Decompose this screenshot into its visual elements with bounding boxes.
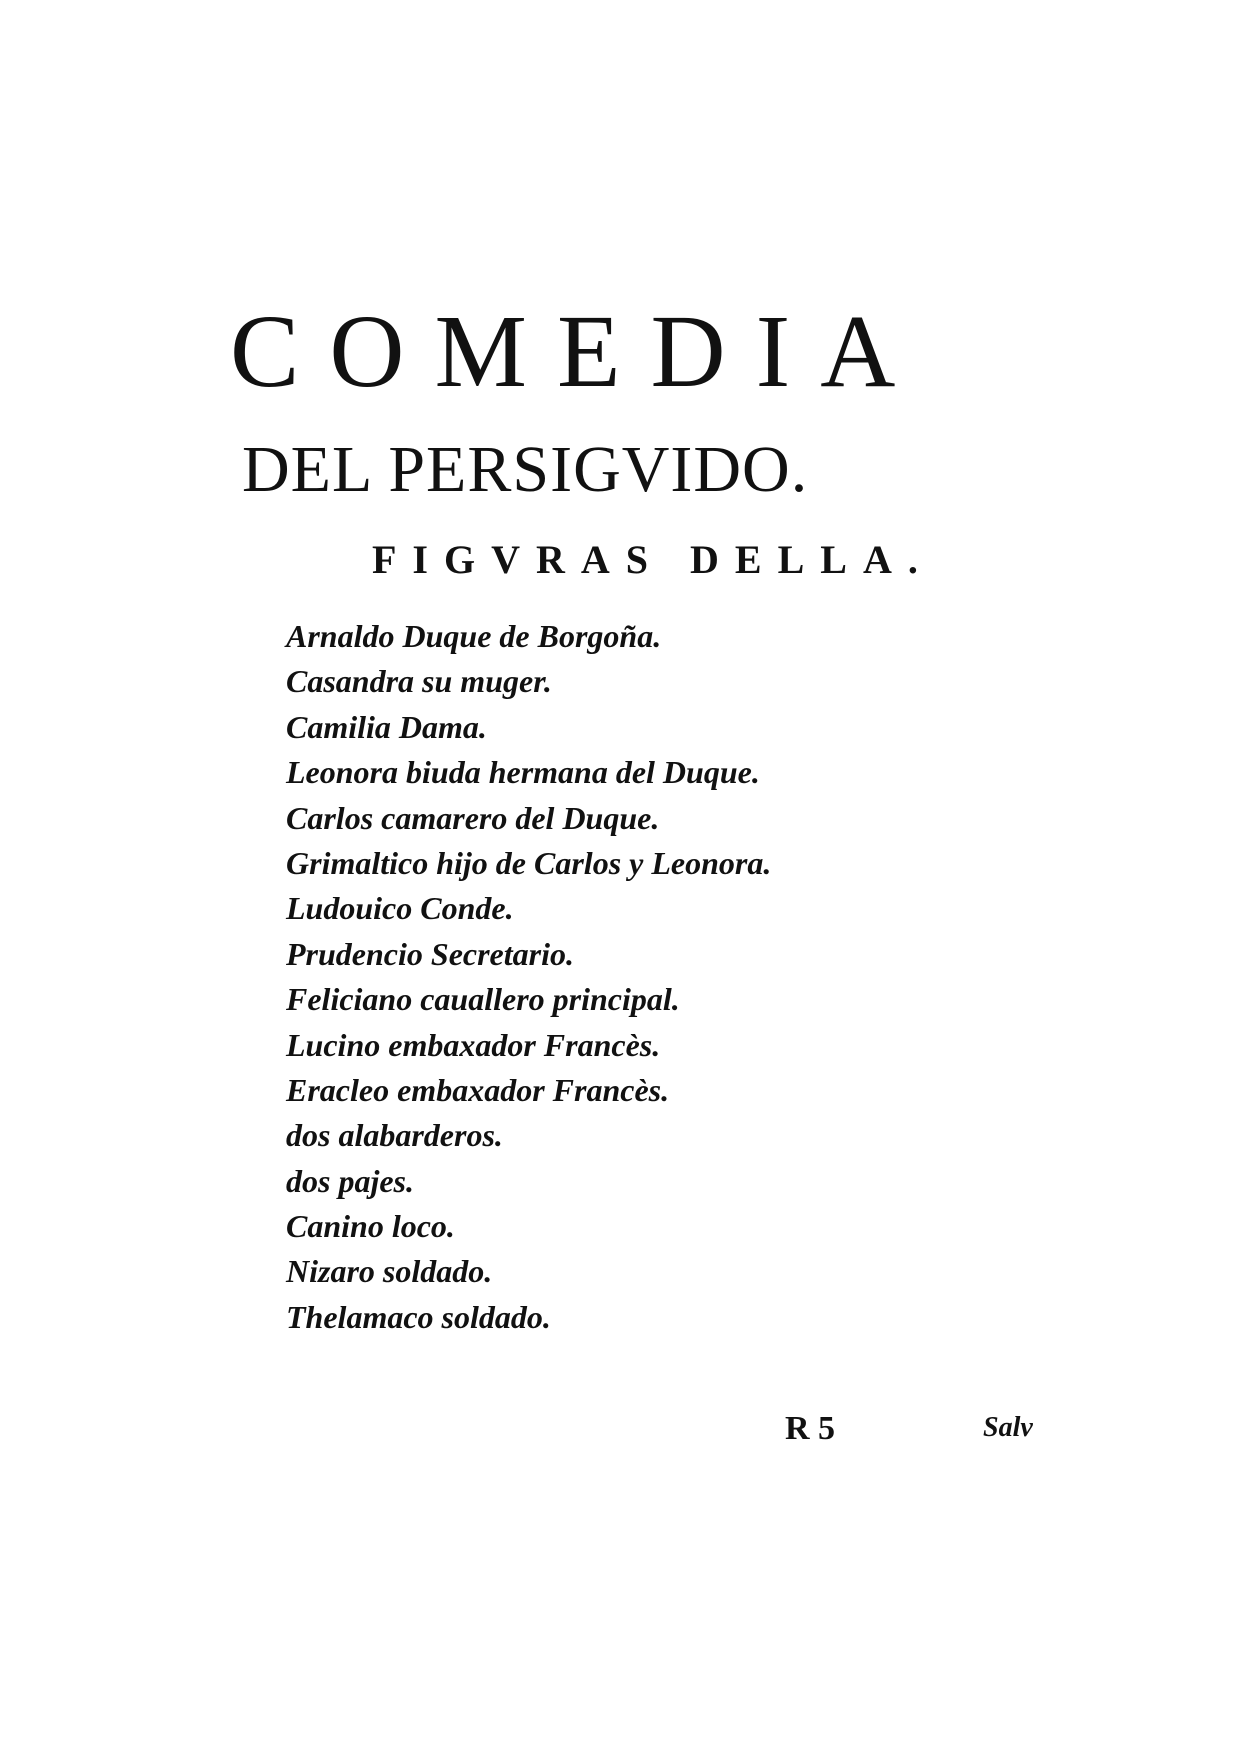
cast-list-item: dos pajes. [286, 1162, 414, 1199]
catchword: Salv [983, 1412, 1033, 1443]
cast-list-item: Camilia Dama. [286, 708, 487, 745]
cast-list-item: dos alabarderos. [286, 1117, 503, 1154]
cast-list-item: Prudencio Secretario. [286, 935, 574, 972]
signature-mark: R 5 [785, 1410, 836, 1447]
cast-list-item: Nizaro soldado. [286, 1253, 493, 1290]
cast-list-item: Thelamaco soldado. [286, 1298, 551, 1335]
cast-list-item: Feliciano cauallero principal. [286, 981, 680, 1018]
cast-list-item: Arnaldo Duque de Borgoña. [286, 618, 662, 654]
cast-list-item: Canino loco. [286, 1208, 455, 1245]
cast-list-item: Grimaltico hijo de Carlos y Leonora. [286, 844, 772, 881]
page-subtitle: DEL PERSIGVIDO. [242, 433, 809, 506]
cast-list [286, 614, 771, 1340]
cast-list-item: Ludouico Conde. [286, 890, 514, 927]
page-title: COMEDIA [230, 294, 926, 409]
cast-list-item: Leonora biuda hermana del Duque. [286, 754, 760, 791]
cast-list-item: Casandra su muger. [286, 663, 552, 700]
figures-heading: FIGVRAS DELLA. [372, 537, 934, 582]
cast-list-item: Carlos camarero del Duque. [286, 799, 660, 836]
cast-list-item: Lucino embaxador Francès. [286, 1026, 661, 1063]
cast-list-item: Eracleo embaxador Francès. [286, 1071, 670, 1108]
